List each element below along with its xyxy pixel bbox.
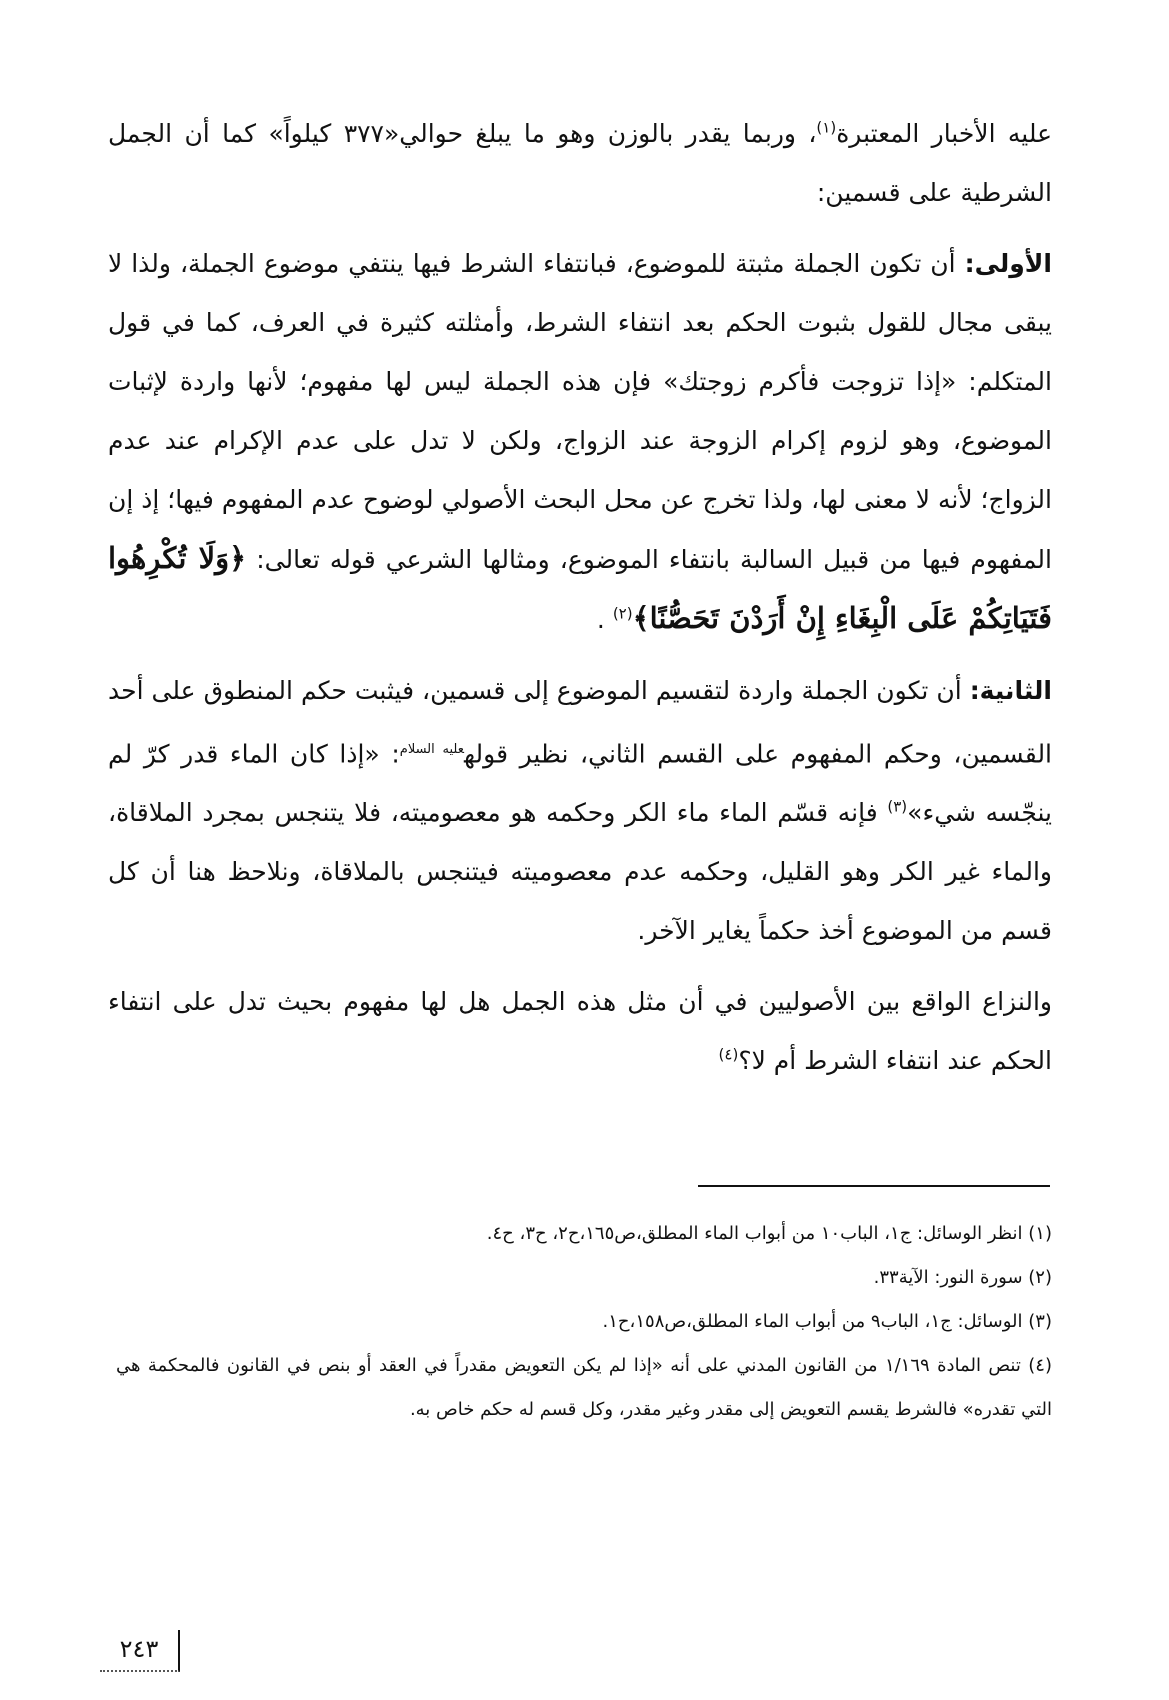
footnote-ref-3[interactable]: (٣) bbox=[887, 798, 908, 816]
footnote-2: (٢) سورة النور: الآية٣٣. bbox=[873, 1267, 1052, 1288]
text-run: عليه الأخبار المعتبرة bbox=[836, 119, 1053, 148]
lead-first: الأولى: bbox=[964, 249, 1052, 278]
footnote-ref-2[interactable]: (٢) bbox=[612, 604, 633, 623]
text-run: أن تكون الجملة مثبتة للموضوع، فبانتفاء الشرط فيها ينتفي موضوع الجملة، ولذا لا يبقى مجال للقول بثبوت الحكم بعد انتفاء الشرط، وأمثلته كثيرة في العرف، كما في قول المتكلم: «إذا تزوجت فأكرم زوجتك» فإن هذه الجملة ليس لها مفهوم؛ لأنها واردة لإثبات الموضوع، وهو لزوم إكرام الزوجة عند الزواج، ولكن لا تدل على عدم الإكرام عند عدم الزواج؛ لأنه لا معنى لها، ولذا تخرج عن محل البحث الأصولي لوضوح عدم المفهوم فيها؛ إذ إن المفهوم فيها من قبيل السالبة بانتفاء الموضوع، ومثالها الشرعي قوله تعالى: bbox=[108, 249, 1052, 574]
footnote-3: (٣) الوسائل: ج١، الباب٩ من أبواب الماء المطلق،ص١٥٨،ح١. bbox=[602, 1311, 1052, 1332]
text-run: . bbox=[596, 605, 613, 634]
paragraph-dispute bbox=[108, 972, 1052, 1090]
footnote-ref-1[interactable]: (١) bbox=[816, 118, 837, 137]
footnote-separator bbox=[698, 1185, 1050, 1187]
paragraph-second-type bbox=[108, 661, 1052, 960]
footnote-4: (٤) تنص المادة ١/١٦٩ من القانون المدني على أنه «إذا لم يكن التعويض مقدراً في العقد أو بنص في القانون فالمحكمة هي التي تقدره» فالشرط يقسم التعويض إلى مقدر وغير مقدر، وكل قسم له حكم خاص به. bbox=[116, 1355, 1052, 1420]
footnotes bbox=[116, 1212, 1052, 1432]
quran-verse: ﴿وَلَا تُكْرِهُوا فَتَيَاتِكُمْ عَلَى الْبِغَاءِ إِنْ أَرَدْنَ تَحَصُّنًا﴾ bbox=[108, 541, 1052, 635]
text-run: فإنه قسّم الماء ماء الكر وحكمه هو معصوميته، فلا يتنجس بمجرد الملاقاة، والماء غير الكر وهو القليل، وحكمه عدم معصوميته فيتنجس بالملاقاة، ونلاحظ هنا أن كل قسم من الموضوع أخذ حكماً يغاير الآخر. bbox=[108, 798, 1052, 946]
text-run: ، وربما يقدر بالوزن وهو ما يبلغ حوالي«٣٧٧ كيلواً» كما أن الجمل الشرطية على قسمين: bbox=[108, 119, 1052, 207]
text-run: : «إذا كان الماء قدر كرّ لم ينجّسه شيء» bbox=[108, 739, 1052, 828]
lead-second: الثانية: bbox=[969, 676, 1052, 705]
main-text bbox=[108, 104, 1052, 1102]
text-run: والنزاع الواقع بين الأصوليين في أن مثل هذه الجمل هل لها مفهوم بحيث تدل على انتفاء الحكم عند انتفاء الشرط أم لا؟ bbox=[108, 987, 1052, 1076]
footnote-1: (١) انظر الوسائل: ج١، الباب١٠ من أبواب الماء المطلق،ص١٦٥،ح٢، ح٣، ح٤. bbox=[486, 1223, 1052, 1244]
paragraph-intro bbox=[108, 104, 1052, 222]
honorific-ligature: عليه السلام bbox=[399, 742, 465, 757]
text-run: أن تكون الجملة واردة لتقسيم الموضوع إلى قسمين، فيثبت حكم المنطوق على أحد القسمين، وحكم المفهوم على القسم الثاني، نظير قوله bbox=[108, 676, 1053, 769]
paragraph-first-type bbox=[108, 234, 1052, 649]
page-number: ٢٤٣ bbox=[100, 1630, 180, 1672]
footnote-ref-4[interactable]: (٤) bbox=[718, 1046, 739, 1064]
